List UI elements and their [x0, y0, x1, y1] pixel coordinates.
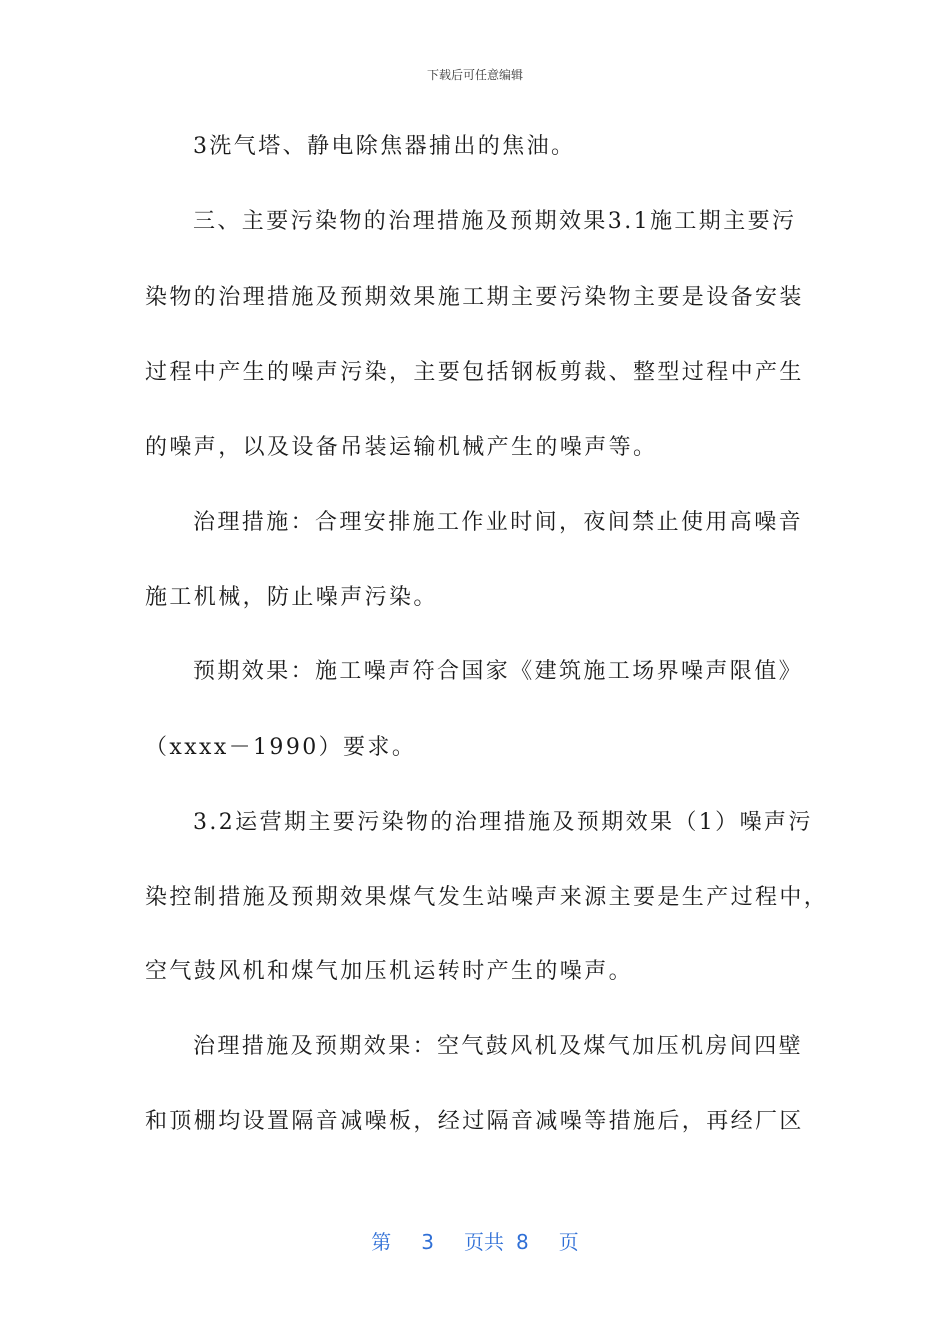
text-line: 3.2运营期主要污染物的治理措施及预期效果（1）噪声污	[193, 810, 813, 835]
footer-current-page: 3	[421, 1230, 434, 1254]
footer-prefix: 第	[371, 1230, 392, 1254]
text-line: 三、主要污染物的治理措施及预期效果3.1施工期主要污	[193, 209, 797, 234]
footer-middle: 页共	[464, 1230, 504, 1254]
text-line: （xxxx－1990）要求。	[145, 735, 417, 760]
footer-suffix: 页	[558, 1230, 579, 1254]
text-line: 治理措施及预期效果：空气鼓风机及煤气加压机房间四壁	[193, 1034, 804, 1059]
text-line: 治理措施：合理安排施工作业时间，夜间禁止使用高噪音	[193, 510, 804, 535]
text-line: 空气鼓风机和煤气加压机运转时产生的噪声。	[145, 959, 634, 984]
text-line: 染物的治理措施及预期效果施工期主要污染物主要是设备安装	[145, 285, 804, 310]
page-header-note: 下载后可任意编辑	[426, 68, 523, 82]
text-line: 预期效果：施工噪声符合国家《建筑施工场界噪声限值》	[193, 659, 804, 684]
footer-total-pages: 8	[516, 1230, 529, 1254]
text-line: 3洗气塔、静电除焦器捕出的焦油。	[193, 134, 576, 159]
text-line: 和顶棚均设置隔音减噪板，经过隔音减噪等措施后，再经厂区	[145, 1109, 804, 1134]
text-line: 染控制措施及预期效果煤气发生站噪声来源主要是生产过程中，	[145, 885, 829, 910]
text-line: 过程中产生的噪声污染，主要包括钢板剪裁、整型过程中产生	[145, 360, 804, 385]
text-line: 施工机械，防止噪声污染。	[145, 585, 438, 610]
page-footer	[0, 1226, 950, 1255]
text-line: 的噪声，以及设备吊装运输机械产生的噪声等。	[145, 435, 658, 460]
